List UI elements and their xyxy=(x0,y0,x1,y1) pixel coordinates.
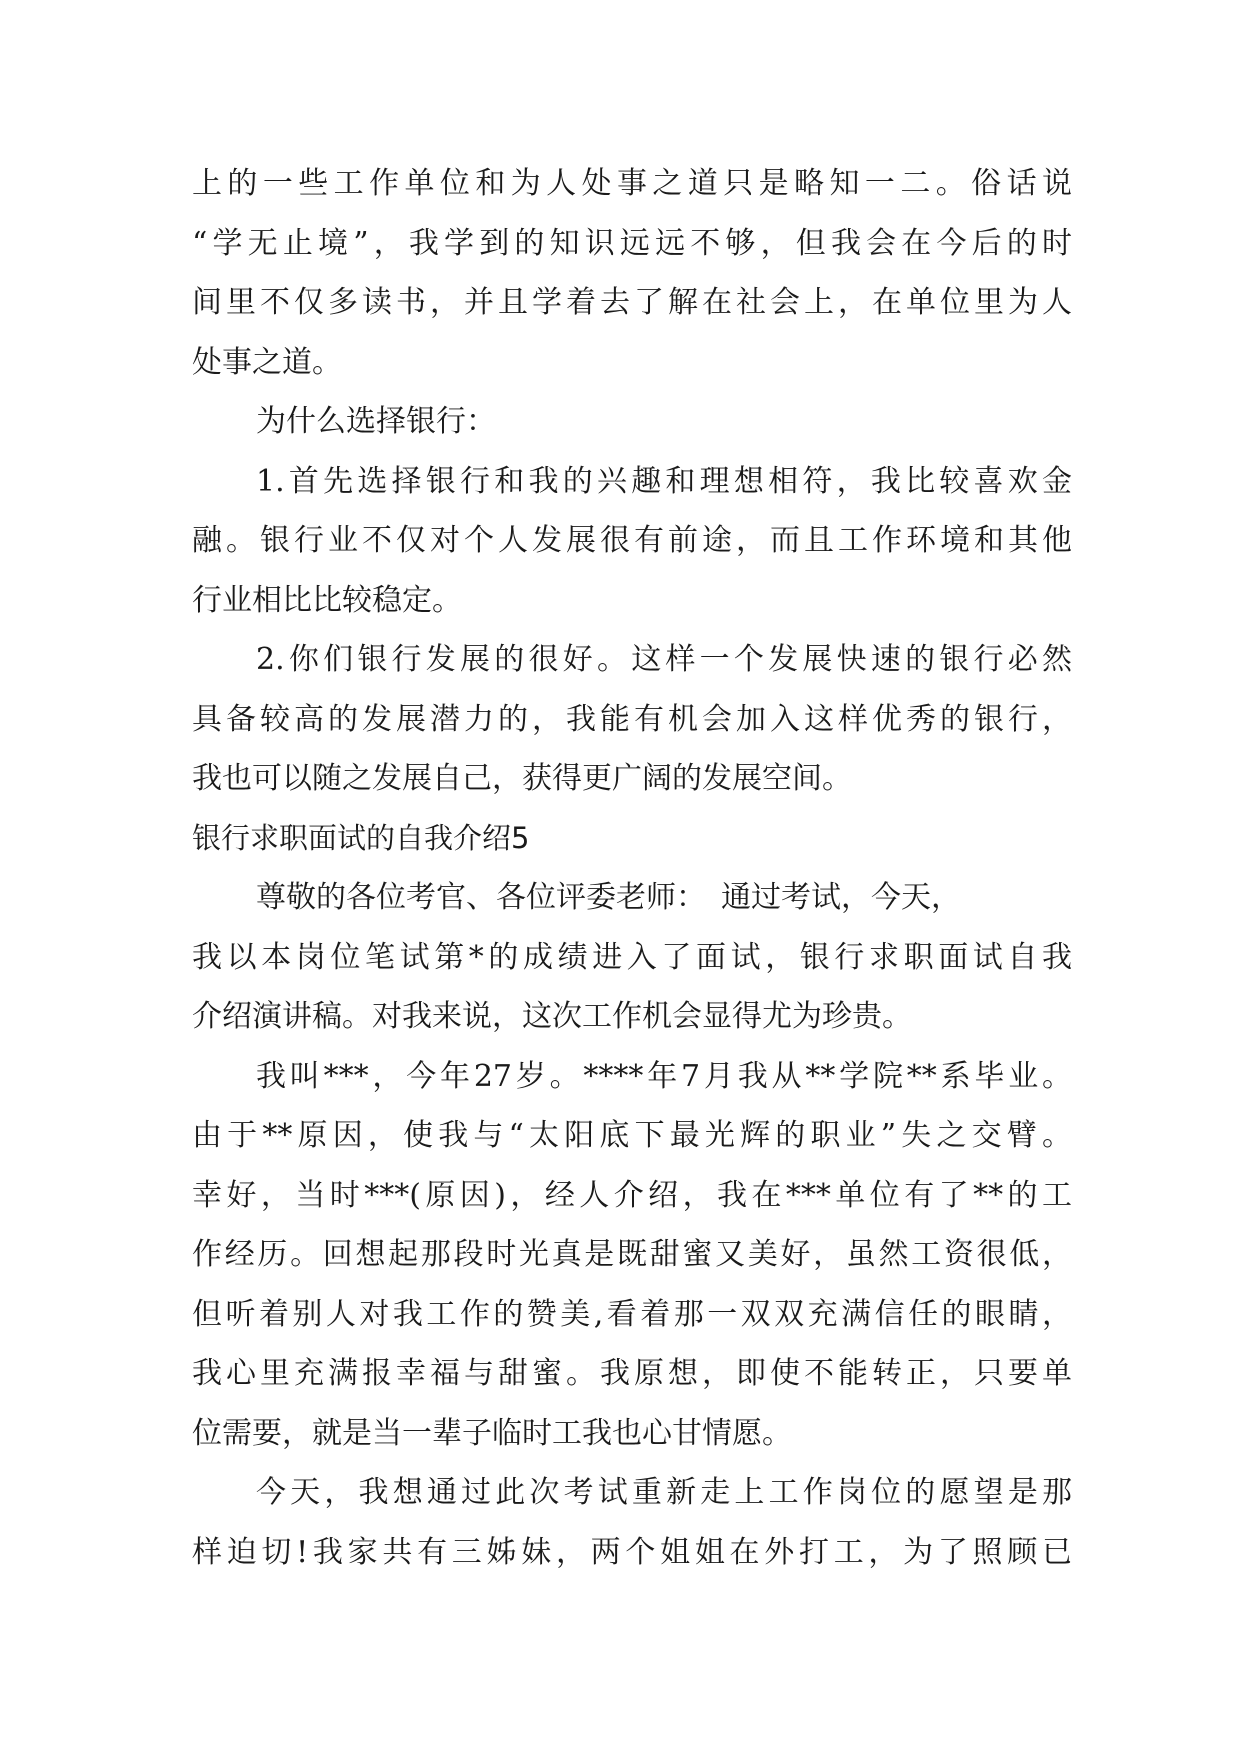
list-item-2: 2.你们银行发展的很好。这样一个发展快速的银行必然 xyxy=(256,642,1072,677)
text-line: 我也可以随之发展自己，获得更广阔的发展空间。 xyxy=(192,761,852,796)
text-line: 融。银行业不仅对个人发展很有前途，而且工作环境和其他 xyxy=(192,523,1072,558)
text-line: 样迫切!我家共有三姊妹，两个姐姐在外打工，为了照顾已 xyxy=(192,1534,1072,1570)
text-line: 上的一些工作单位和为人处事之道只是略知一二。俗话说 xyxy=(192,166,1072,201)
text-line: 介绍演讲稿。对我来说，这次工作机会显得尤为珍贵。 xyxy=(192,999,912,1034)
section-heading: 银行求职面试的自我介绍5 xyxy=(192,820,530,855)
text-line: 我以本岗位笔试第*的成绩进入了面试，银行求职面试自我 xyxy=(192,939,1072,975)
paragraph-start: 我叫***，今年27岁。****年7月我从**学院**系毕业。 xyxy=(256,1058,1072,1094)
list-item-1: 1.首先选择银行和我的兴趣和理想相符，我比较喜欢金 xyxy=(256,463,1072,499)
text-line: 位需要，就是当一辈子临时工我也心甘情愿。 xyxy=(192,1415,792,1451)
text-line: 具备较高的发展潜力的，我能有机会加入这样优秀的银行， xyxy=(192,701,1072,737)
text-line: “学无止境”，我学到的知识远远不够，但我会在今后的时 xyxy=(192,225,1072,261)
document-body xyxy=(192,154,1072,1582)
text-line: 但听着别人对我工作的赞美,看着那一双双充满信任的眼睛， xyxy=(192,1296,1072,1332)
greeting-line: 尊敬的各位考官、各位评委老师： 通过考试，今天， xyxy=(256,880,961,915)
text-line: 我心里充满报幸福与甜蜜。我原想，即使不能转正，只要单 xyxy=(192,1356,1072,1391)
text-line: 幸好，当时***(原因)，经人介绍，我在***单位有了**的工 xyxy=(192,1177,1072,1213)
text-line: 由于**原因，使我与“太阳底下最光辉的职业”失之交臂。 xyxy=(192,1118,1072,1153)
text-line: 行业相比比较稳定。 xyxy=(192,582,462,618)
text-line: 间里不仅多读书，并且学着去了解在社会上，在单位里为人 xyxy=(192,285,1072,320)
text-line: 作经历。回想起那段时光真是既甜蜜又美好，虽然工资很低， xyxy=(192,1237,1072,1272)
paragraph-start: 今天，我想通过此次考试重新走上工作岗位的愿望是那 xyxy=(256,1475,1072,1510)
section-intro: 为什么选择银行： xyxy=(256,404,496,439)
text-line: 处事之道。 xyxy=(192,344,342,380)
